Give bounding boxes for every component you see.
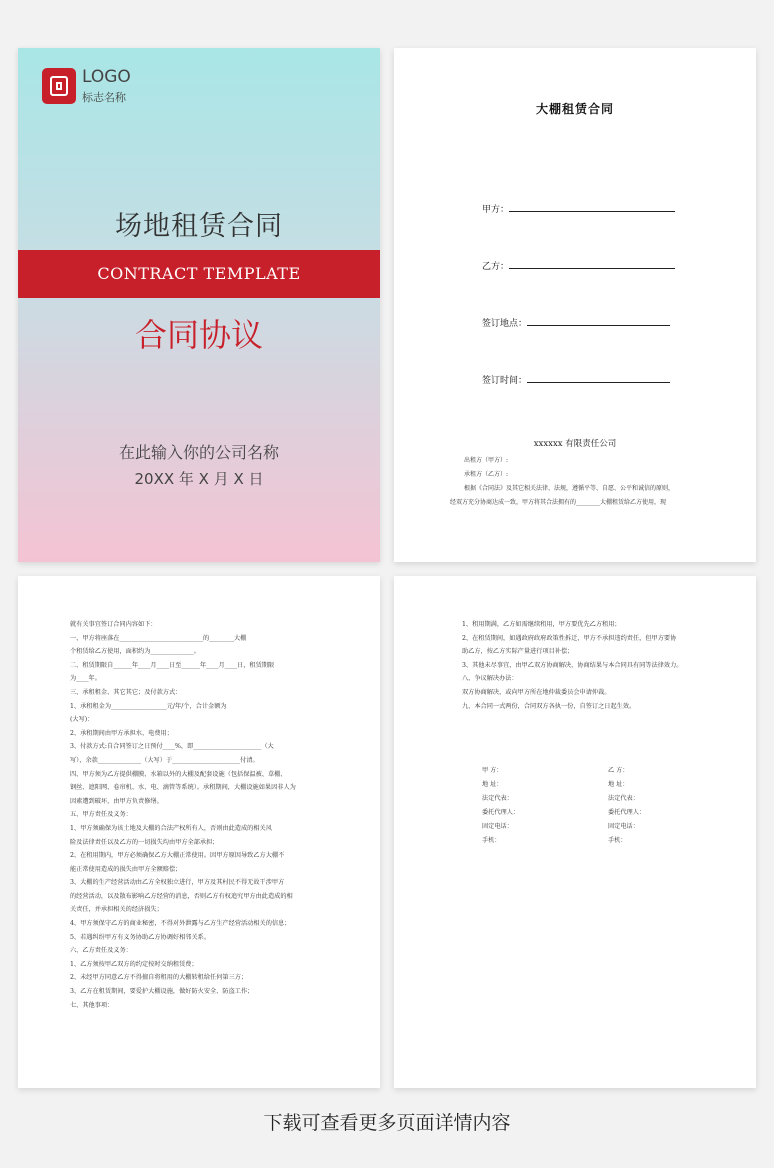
body-text <box>462 618 732 713</box>
text-line: 因素遭到破坏，由甲方负责修缮。 <box>70 797 163 805</box>
text-line: 险及法律责任以及乙方的一切损失均由甲方全部承担； <box>70 838 219 846</box>
cover-page <box>18 48 380 562</box>
sign-time-field: 签订时间： <box>482 373 670 386</box>
text-line: 3、大棚的生产经营活动由乙方全权独立进行，甲方及其村民不得无故干涉甲方 <box>70 879 285 887</box>
sign-place-field: 签订地点： <box>482 316 670 329</box>
text-line: 三、承租租金、其它其它；及付款方式： <box>70 688 182 696</box>
party-a-signature-block <box>482 764 519 848</box>
cover-date: 20XX 年 X 月 X 日 <box>134 470 264 488</box>
body-text <box>70 618 356 1012</box>
logo-text: LOGO <box>82 67 131 87</box>
text-line: 的经营活动，以及散布影响乙方经营的消息，否则乙方有权追究甲方由此造成的相 <box>70 892 293 900</box>
text-line: 4、甲方须保守乙方的商业秘密，不得对外泄露与乙方生产经营活动相关的信息； <box>70 920 291 928</box>
text-line: 关责任，并承担相关的经济损失； <box>70 906 163 914</box>
sig-line: 手机： <box>482 837 501 844</box>
text-line: 1、租用期满，乙方如需继续租用，甲方要优先乙方租用； <box>462 621 621 628</box>
sig-line: 固定电话： <box>608 823 639 830</box>
sig-line: 委托代理人： <box>608 809 646 816</box>
text-line: 能正常使用造成的损失由甲方全额赔偿； <box>70 865 182 873</box>
text-line: 双方协商解决，或向甲方所在地仲裁委员会申请仲裁。 <box>462 688 611 696</box>
text-line: 一、甲方将座落在___________________________的________大棚 <box>70 634 247 642</box>
sig-line: 法定代表： <box>608 795 639 802</box>
party-b-field: 乙方： <box>482 259 675 272</box>
contract-page-body <box>18 576 380 1088</box>
cover-company-name: 在此输入你的公司名称 <box>118 443 279 462</box>
sig-line: 地 址： <box>482 781 503 788</box>
text-line: 五、甲方责任及义务： <box>70 811 132 819</box>
text-line: 七、其他事项： <box>70 1001 114 1009</box>
text-line: 出租方（甲方）: <box>464 457 509 464</box>
fu-seal-icon <box>42 68 76 104</box>
text-line: 个租赁给乙方使用，面积约为______________。 <box>70 648 200 656</box>
text-line: 经双方充分协商达成一致，甲方将其合法拥有的________大棚租赁给乙方使用，现 <box>450 499 667 506</box>
cover-title: 场地租赁合同 <box>115 211 283 242</box>
text-line: 钢丝、遮阳网、卷帘机、水、电、滴管等系统）。承租期间，大棚设施如果因非人为 <box>70 784 296 792</box>
text-line: 八、争议解决办法： <box>462 675 518 683</box>
text-line: 3、付款方式:自合同签订之日预付____%，即______________________（大 <box>70 743 274 751</box>
party-b-signature-block <box>608 764 645 848</box>
text-line: 写），余款______________（大写）于______________________付清。 <box>70 756 259 764</box>
text-line: 2、未经甲方同意乙方不得擅自将租用的大棚转租给任何第三方； <box>70 974 248 982</box>
sig-line: 固定电话： <box>482 823 513 830</box>
sig-line: 乙 方： <box>608 767 629 774</box>
sig-line: 甲 方： <box>482 767 503 774</box>
text-line: 2、在租用期内，甲方必须确保乙方大棚正常使用。因甲方原因导致乙方大棚不 <box>70 852 285 860</box>
text-line: 承租方（乙方）: <box>464 471 509 478</box>
contract-template-band: CONTRACT TEMPLATE <box>18 250 380 298</box>
text-line: 二、租赁期限自______年____月____日至______年____月____日，租赁期限 <box>70 661 275 669</box>
text-line: 3、乙方在租赁期间，要爱护大棚设施，做好防火安全、防盗工作； <box>70 988 254 996</box>
download-caption: 下载可查看更多页面详情内容 <box>263 1112 511 1134</box>
text-line: (大写)： <box>70 716 94 724</box>
party-a-field: 甲方： <box>482 202 675 215</box>
text-line: 四、甲方须为乙方提供棚膜、水箱以外的大棚及配套设施（包括保温被、草棚、 <box>70 770 287 778</box>
cover-subtitle: 合同协议 <box>134 316 263 354</box>
text-line: 根据《合同法》及其它相关法律、法规，遵循平等、自愿、公平和诚信的原则， <box>464 485 675 492</box>
text-line: 2、承租期间由甲方承担水、电费用； <box>70 729 173 737</box>
sig-line: 委托代理人： <box>482 809 520 816</box>
text-line: 5、若遇纠纷甲方有义务协助乙方协调好相邻关系。 <box>70 933 211 941</box>
text-line: 1、承租租金为__________________元/年/个，合计金额为 <box>70 702 227 710</box>
text-line: 2、在租赁期间，如遇政府政府政策性拆迁，甲方不承担违约责任，但甲方要协 <box>462 634 677 642</box>
sig-line: 地 址： <box>608 781 629 788</box>
contract-title: 大棚租赁合同 <box>535 102 614 116</box>
text-line: 为____年。 <box>70 675 101 683</box>
sig-line: 法定代表： <box>482 795 513 802</box>
text-line: 就有关事宜签订合同内容如下： <box>70 621 157 628</box>
text-line: 六、乙方责任及义务： <box>70 947 132 955</box>
contract-page-title <box>394 48 756 562</box>
sig-line: 手机： <box>608 837 627 844</box>
text-line: 3、其他未尽事宜，由甲乙双方协商解决，协商结果与本合同具有同等法律效力。 <box>462 661 683 669</box>
text-line: 九、本合同一式两份，合同双方各执一份，自签订之日起生效。 <box>462 702 636 710</box>
company-name: xxxxxx 有限责任公司 <box>533 439 617 449</box>
contract-page-signature <box>394 576 756 1088</box>
logo-subtitle: 标志名称 <box>82 91 126 104</box>
text-line: 1、乙方须按甲乙双方的约定按时交纳租赁费； <box>70 960 198 968</box>
text-line: 1、甲方须确保为该土地及大棚的合法产权所有人，否则由此造成的相关风 <box>70 824 272 832</box>
text-line: 助乙方，按乙方实际产量进行项目补偿； <box>462 648 574 656</box>
